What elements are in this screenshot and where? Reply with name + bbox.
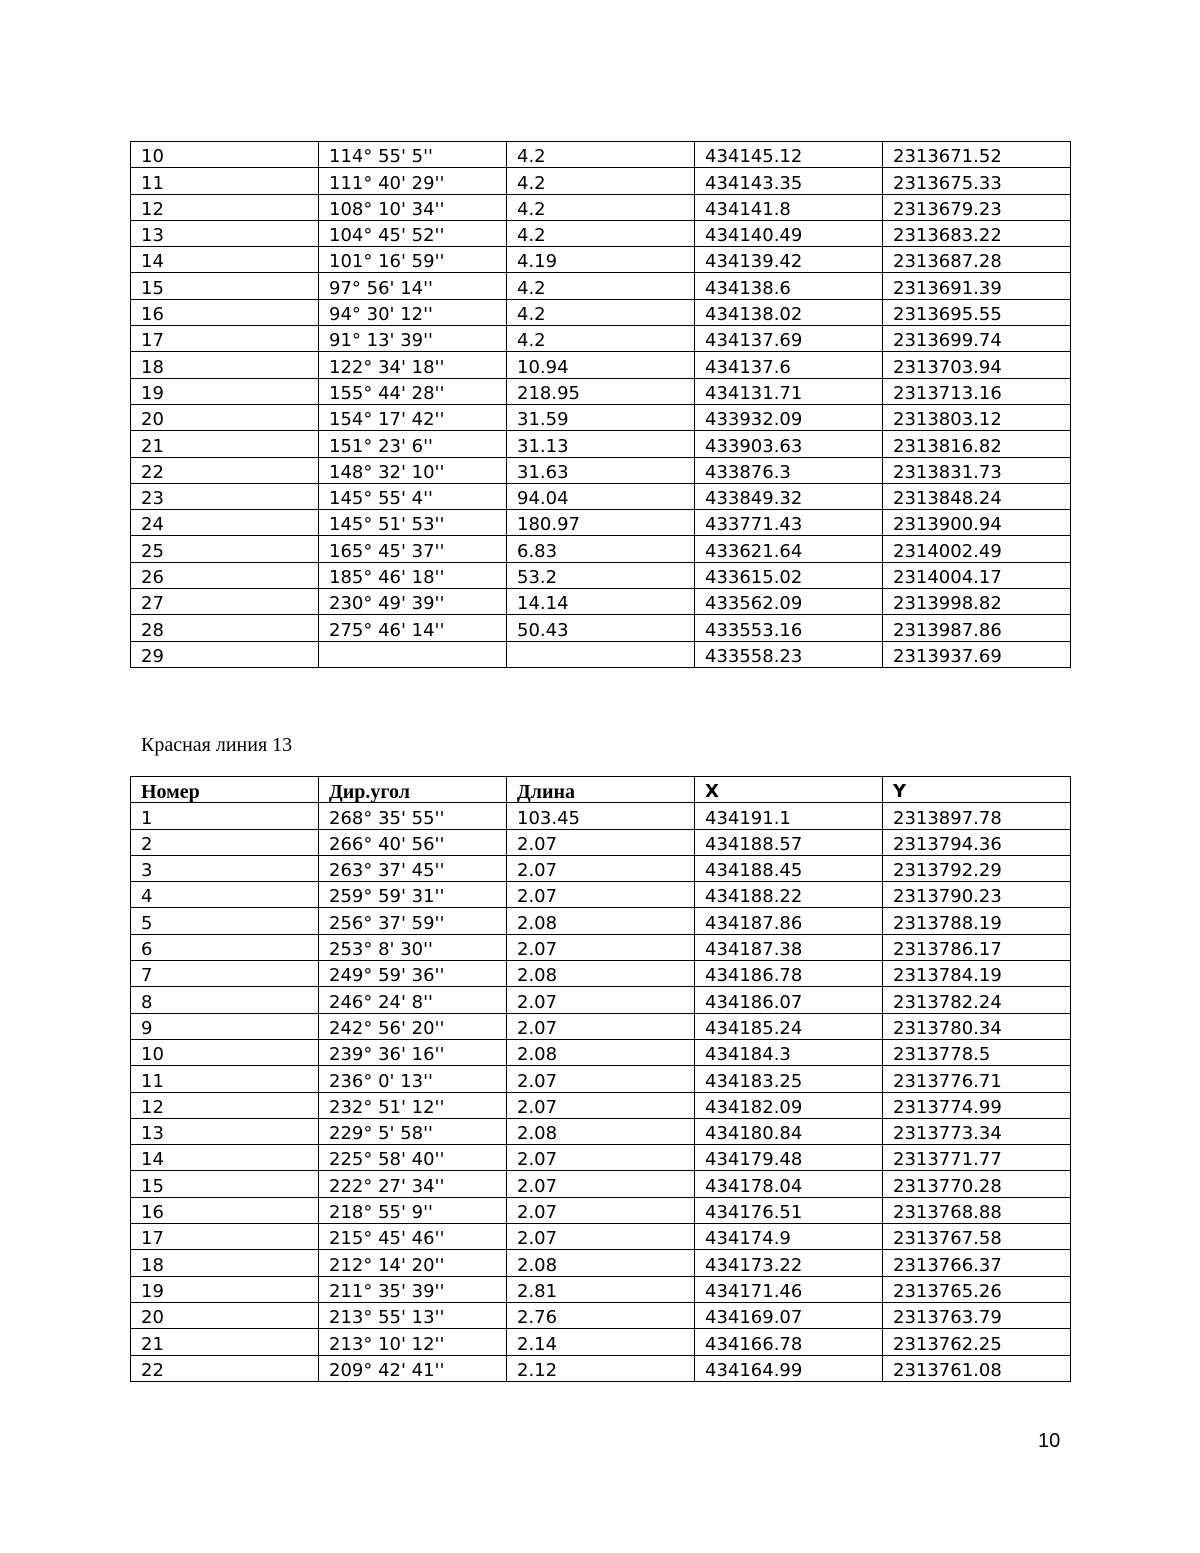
cell-number: 29 — [131, 641, 319, 667]
table-row — [131, 1224, 1071, 1250]
cell-length: 2.07 — [507, 1197, 695, 1223]
table-body — [131, 803, 1071, 1382]
cell-y: 2313773.34 — [883, 1118, 1071, 1144]
cell-direction-angle: 145° 51' 53'' — [319, 510, 507, 536]
cell-y: 2313900.94 — [883, 510, 1071, 536]
cell-x: 433615.02 — [695, 562, 883, 588]
cell-direction-angle: 256° 37' 59'' — [319, 908, 507, 934]
page-number: 10 — [1038, 1430, 1061, 1452]
cell-y: 2313713.16 — [883, 378, 1071, 404]
cell-number: 7 — [131, 961, 319, 987]
cell-direction-angle: 94° 30' 12'' — [319, 299, 507, 325]
cell-direction-angle: 213° 55' 13'' — [319, 1302, 507, 1328]
cell-number: 22 — [131, 457, 319, 483]
table-row — [131, 273, 1071, 299]
cell-length: 6.83 — [507, 536, 695, 562]
cell-x: 434166.78 — [695, 1329, 883, 1355]
cell-number: 16 — [131, 299, 319, 325]
cell-number: 5 — [131, 908, 319, 934]
cell-number: 8 — [131, 987, 319, 1013]
cell-direction-angle: 165° 45' 37'' — [319, 536, 507, 562]
cell-y: 2313998.82 — [883, 589, 1071, 615]
cell-number: 18 — [131, 1250, 319, 1276]
cell-length: 2.08 — [507, 1118, 695, 1144]
cell-y: 2313761.08 — [883, 1355, 1071, 1381]
table-row — [131, 378, 1071, 404]
cell-x: 434186.07 — [695, 987, 883, 1013]
cell-x: 434138.6 — [695, 273, 883, 299]
cell-x: 434169.07 — [695, 1302, 883, 1328]
cell-x: 434191.1 — [695, 803, 883, 829]
cell-x: 434180.84 — [695, 1118, 883, 1144]
table-row — [131, 934, 1071, 960]
cell-y: 2313767.58 — [883, 1224, 1071, 1250]
cell-x: 434179.48 — [695, 1145, 883, 1171]
table-row — [131, 142, 1071, 168]
cell-y: 2313774.99 — [883, 1092, 1071, 1118]
cell-y: 2313762.25 — [883, 1329, 1071, 1355]
cell-number: 19 — [131, 1276, 319, 1302]
cell-y: 2313784.19 — [883, 961, 1071, 987]
cell-number: 24 — [131, 510, 319, 536]
cell-length: 4.2 — [507, 142, 695, 168]
cell-x: 433849.32 — [695, 483, 883, 509]
cell-y: 2314004.17 — [883, 562, 1071, 588]
cell-y: 2313831.73 — [883, 457, 1071, 483]
table-row — [131, 457, 1071, 483]
cell-length: 50.43 — [507, 615, 695, 641]
cell-length: 4.2 — [507, 273, 695, 299]
cell-direction-angle: 275° 46' 14'' — [319, 615, 507, 641]
cell-number: 11 — [131, 168, 319, 194]
cell-length: 2.08 — [507, 908, 695, 934]
cell-length: 2.07 — [507, 1092, 695, 1118]
cell-number: 16 — [131, 1197, 319, 1223]
cell-number: 17 — [131, 326, 319, 352]
table-row — [131, 961, 1071, 987]
cell-direction-angle: 230° 49' 39'' — [319, 589, 507, 615]
cell-number: 15 — [131, 1171, 319, 1197]
cell-x: 433903.63 — [695, 431, 883, 457]
cell-y: 2314002.49 — [883, 536, 1071, 562]
cell-number: 17 — [131, 1224, 319, 1250]
cell-number: 13 — [131, 220, 319, 246]
table-row — [131, 247, 1071, 273]
cell-y: 2313691.39 — [883, 273, 1071, 299]
header-length: Длина — [507, 777, 695, 803]
table-row — [131, 987, 1071, 1013]
cell-number: 2 — [131, 829, 319, 855]
cell-direction-angle: 148° 32' 10'' — [319, 457, 507, 483]
section-heading: Красная линия 13 — [141, 734, 293, 756]
cell-x: 434176.51 — [695, 1197, 883, 1223]
table-row — [131, 855, 1071, 881]
cell-number: 18 — [131, 352, 319, 378]
cell-x: 434188.22 — [695, 882, 883, 908]
cell-number: 22 — [131, 1355, 319, 1381]
cell-direction-angle: 249° 59' 36'' — [319, 961, 507, 987]
table-row — [131, 615, 1071, 641]
cell-x: 433932.09 — [695, 404, 883, 430]
cell-length: 4.2 — [507, 326, 695, 352]
cell-length: 2.14 — [507, 1329, 695, 1355]
cell-direction-angle: 145° 55' 4'' — [319, 483, 507, 509]
table-row — [131, 908, 1071, 934]
cell-y: 2313675.33 — [883, 168, 1071, 194]
table-row — [131, 1092, 1071, 1118]
cell-direction-angle: 253° 8' 30'' — [319, 934, 507, 960]
cell-y: 2313687.28 — [883, 247, 1071, 273]
table-row — [131, 562, 1071, 588]
cell-length: 2.07 — [507, 1013, 695, 1039]
coordinates-table-continued — [130, 141, 1071, 668]
cell-direction-angle: 213° 10' 12'' — [319, 1329, 507, 1355]
cell-direction-angle: 211° 35' 39'' — [319, 1276, 507, 1302]
cell-y: 2313776.71 — [883, 1066, 1071, 1092]
table-row — [131, 1145, 1071, 1171]
table-row — [131, 882, 1071, 908]
cell-direction-angle: 239° 36' 16'' — [319, 1039, 507, 1065]
table-body — [131, 142, 1071, 668]
table-row — [131, 326, 1071, 352]
cell-length: 2.07 — [507, 829, 695, 855]
cell-number: 3 — [131, 855, 319, 881]
cell-number: 20 — [131, 404, 319, 430]
cell-direction-angle: 122° 34' 18'' — [319, 352, 507, 378]
cell-x: 434143.35 — [695, 168, 883, 194]
cell-number: 9 — [131, 1013, 319, 1039]
cell-x: 434137.6 — [695, 352, 883, 378]
cell-direction-angle: 266° 40' 56'' — [319, 829, 507, 855]
cell-number: 27 — [131, 589, 319, 615]
cell-y: 2313699.74 — [883, 326, 1071, 352]
cell-length: 103.45 — [507, 803, 695, 829]
table-row — [131, 1197, 1071, 1223]
cell-x: 434188.45 — [695, 855, 883, 881]
cell-x: 434174.9 — [695, 1224, 883, 1250]
cell-direction-angle: 263° 37' 45'' — [319, 855, 507, 881]
cell-x: 433621.64 — [695, 536, 883, 562]
cell-y: 2313765.26 — [883, 1276, 1071, 1302]
cell-length: 31.63 — [507, 457, 695, 483]
cell-number: 6 — [131, 934, 319, 960]
cell-y: 2313792.29 — [883, 855, 1071, 881]
cell-number: 14 — [131, 247, 319, 273]
cell-length: 53.2 — [507, 562, 695, 588]
cell-number: 10 — [131, 142, 319, 168]
cell-y: 2313763.79 — [883, 1302, 1071, 1328]
cell-y: 2313786.17 — [883, 934, 1071, 960]
cell-x: 434164.99 — [695, 1355, 883, 1381]
cell-number: 26 — [131, 562, 319, 588]
cell-number: 10 — [131, 1039, 319, 1065]
cell-x: 433876.3 — [695, 457, 883, 483]
cell-direction-angle: 104° 45' 52'' — [319, 220, 507, 246]
cell-direction-angle: 225° 58' 40'' — [319, 1145, 507, 1171]
cell-length: 4.2 — [507, 220, 695, 246]
header-number: Номер — [131, 777, 319, 803]
table-row — [131, 352, 1071, 378]
cell-number: 12 — [131, 194, 319, 220]
table-row — [131, 404, 1071, 430]
cell-direction-angle: 229° 5' 58'' — [319, 1118, 507, 1144]
header-x: X — [695, 777, 883, 803]
cell-direction-angle: 259° 59' 31'' — [319, 882, 507, 908]
cell-length: 94.04 — [507, 483, 695, 509]
cell-direction-angle: 101° 16' 59'' — [319, 247, 507, 273]
cell-y: 2313987.86 — [883, 615, 1071, 641]
cell-x: 434137.69 — [695, 326, 883, 352]
cell-x: 434173.22 — [695, 1250, 883, 1276]
cell-length: 2.07 — [507, 987, 695, 1013]
cell-y: 2313768.88 — [883, 1197, 1071, 1223]
cell-x: 433562.09 — [695, 589, 883, 615]
cell-number: 28 — [131, 615, 319, 641]
cell-direction-angle: 108° 10' 34'' — [319, 194, 507, 220]
cell-number: 19 — [131, 378, 319, 404]
cell-length: 14.14 — [507, 589, 695, 615]
cell-length: 180.97 — [507, 510, 695, 536]
cell-y: 2313695.55 — [883, 299, 1071, 325]
table-row — [131, 641, 1071, 667]
red-line-13-table — [130, 776, 1071, 1382]
header-y: Y — [883, 777, 1071, 803]
cell-length: 4.19 — [507, 247, 695, 273]
cell-x: 434185.24 — [695, 1013, 883, 1039]
table-row — [131, 168, 1071, 194]
cell-number: 20 — [131, 1302, 319, 1328]
cell-number: 14 — [131, 1145, 319, 1171]
cell-y: 2313848.24 — [883, 483, 1071, 509]
cell-direction-angle — [319, 641, 507, 667]
cell-y: 2313794.36 — [883, 829, 1071, 855]
table-row — [131, 1118, 1071, 1144]
cell-length: 2.07 — [507, 1171, 695, 1197]
cell-length: 2.07 — [507, 882, 695, 908]
cell-x: 433771.43 — [695, 510, 883, 536]
cell-length: 2.08 — [507, 1250, 695, 1276]
cell-length: 2.12 — [507, 1355, 695, 1381]
cell-length: 4.2 — [507, 299, 695, 325]
cell-y: 2313788.19 — [883, 908, 1071, 934]
table-header — [131, 777, 1071, 803]
table-row — [131, 1013, 1071, 1039]
cell-x: 434178.04 — [695, 1171, 883, 1197]
cell-x: 434140.49 — [695, 220, 883, 246]
cell-y: 2313771.77 — [883, 1145, 1071, 1171]
cell-y: 2313703.94 — [883, 352, 1071, 378]
cell-y: 2313897.78 — [883, 803, 1071, 829]
table-row — [131, 536, 1071, 562]
table-row — [131, 1329, 1071, 1355]
cell-direction-angle: 246° 24' 8'' — [319, 987, 507, 1013]
table-row — [131, 220, 1071, 246]
cell-y: 2313766.37 — [883, 1250, 1071, 1276]
cell-length: 218.95 — [507, 378, 695, 404]
cell-y: 2313780.34 — [883, 1013, 1071, 1039]
cell-x: 434141.8 — [695, 194, 883, 220]
cell-length: 4.2 — [507, 168, 695, 194]
cell-direction-angle: 215° 45' 46'' — [319, 1224, 507, 1250]
cell-y: 2313816.82 — [883, 431, 1071, 457]
table-row — [131, 1250, 1071, 1276]
cell-direction-angle: 236° 0' 13'' — [319, 1066, 507, 1092]
cell-x: 434188.57 — [695, 829, 883, 855]
cell-direction-angle: 97° 56' 14'' — [319, 273, 507, 299]
cell-number: 13 — [131, 1118, 319, 1144]
cell-number: 25 — [131, 536, 319, 562]
table-row — [131, 1302, 1071, 1328]
cell-x: 434145.12 — [695, 142, 883, 168]
cell-length: 2.07 — [507, 1145, 695, 1171]
header-direction-angle: Дир.угол — [319, 777, 507, 803]
cell-length: 4.2 — [507, 194, 695, 220]
cell-length: 2.07 — [507, 1224, 695, 1250]
cell-y: 2313937.69 — [883, 641, 1071, 667]
cell-x: 434187.86 — [695, 908, 883, 934]
cell-number: 21 — [131, 1329, 319, 1355]
cell-x: 434131.71 — [695, 378, 883, 404]
cell-x: 434139.42 — [695, 247, 883, 273]
cell-direction-angle: 242° 56' 20'' — [319, 1013, 507, 1039]
cell-number: 15 — [131, 273, 319, 299]
cell-direction-angle: 114° 55' 5'' — [319, 142, 507, 168]
header-row — [131, 777, 1071, 803]
cell-x: 433558.23 — [695, 641, 883, 667]
cell-number: 21 — [131, 431, 319, 457]
cell-length: 31.59 — [507, 404, 695, 430]
table-row — [131, 589, 1071, 615]
cell-direction-angle: 151° 23' 6'' — [319, 431, 507, 457]
cell-direction-angle: 232° 51' 12'' — [319, 1092, 507, 1118]
cell-number: 4 — [131, 882, 319, 908]
cell-y: 2313782.24 — [883, 987, 1071, 1013]
cell-y: 2313803.12 — [883, 404, 1071, 430]
table-row — [131, 1171, 1071, 1197]
table-row — [131, 829, 1071, 855]
cell-length: 31.13 — [507, 431, 695, 457]
table-row — [131, 803, 1071, 829]
cell-length: 2.07 — [507, 934, 695, 960]
cell-x: 434186.78 — [695, 961, 883, 987]
cell-direction-angle: 111° 40' 29'' — [319, 168, 507, 194]
cell-x: 434171.46 — [695, 1276, 883, 1302]
cell-direction-angle: 91° 13' 39'' — [319, 326, 507, 352]
table-row — [131, 1039, 1071, 1065]
table-row — [131, 1355, 1071, 1381]
table-row — [131, 194, 1071, 220]
cell-length: 2.08 — [507, 1039, 695, 1065]
cell-length: 2.07 — [507, 1066, 695, 1092]
cell-y: 2313790.23 — [883, 882, 1071, 908]
cell-length: 2.76 — [507, 1302, 695, 1328]
cell-x: 434184.3 — [695, 1039, 883, 1065]
cell-length: 10.94 — [507, 352, 695, 378]
cell-number: 11 — [131, 1066, 319, 1092]
cell-length: 2.81 — [507, 1276, 695, 1302]
cell-length: 2.07 — [507, 855, 695, 881]
cell-direction-angle: 209° 42' 41'' — [319, 1355, 507, 1381]
cell-y: 2313679.23 — [883, 194, 1071, 220]
cell-x: 434187.38 — [695, 934, 883, 960]
table-row — [131, 299, 1071, 325]
cell-length: 2.08 — [507, 961, 695, 987]
cell-direction-angle: 222° 27' 34'' — [319, 1171, 507, 1197]
cell-length — [507, 641, 695, 667]
cell-x: 434182.09 — [695, 1092, 883, 1118]
cell-number: 12 — [131, 1092, 319, 1118]
cell-direction-angle: 268° 35' 55'' — [319, 803, 507, 829]
table-row — [131, 1066, 1071, 1092]
cell-y: 2313683.22 — [883, 220, 1071, 246]
cell-number: 23 — [131, 483, 319, 509]
cell-x: 434183.25 — [695, 1066, 883, 1092]
cell-x: 434138.02 — [695, 299, 883, 325]
cell-direction-angle: 212° 14' 20'' — [319, 1250, 507, 1276]
table-row — [131, 510, 1071, 536]
cell-number: 1 — [131, 803, 319, 829]
cell-y: 2313671.52 — [883, 142, 1071, 168]
cell-direction-angle: 155° 44' 28'' — [319, 378, 507, 404]
table-row — [131, 483, 1071, 509]
cell-direction-angle: 218° 55' 9'' — [319, 1197, 507, 1223]
table-row — [131, 431, 1071, 457]
cell-direction-angle: 185° 46' 18'' — [319, 562, 507, 588]
cell-y: 2313778.5 — [883, 1039, 1071, 1065]
cell-direction-angle: 154° 17' 42'' — [319, 404, 507, 430]
cell-y: 2313770.28 — [883, 1171, 1071, 1197]
table-row — [131, 1276, 1071, 1302]
cell-x: 433553.16 — [695, 615, 883, 641]
